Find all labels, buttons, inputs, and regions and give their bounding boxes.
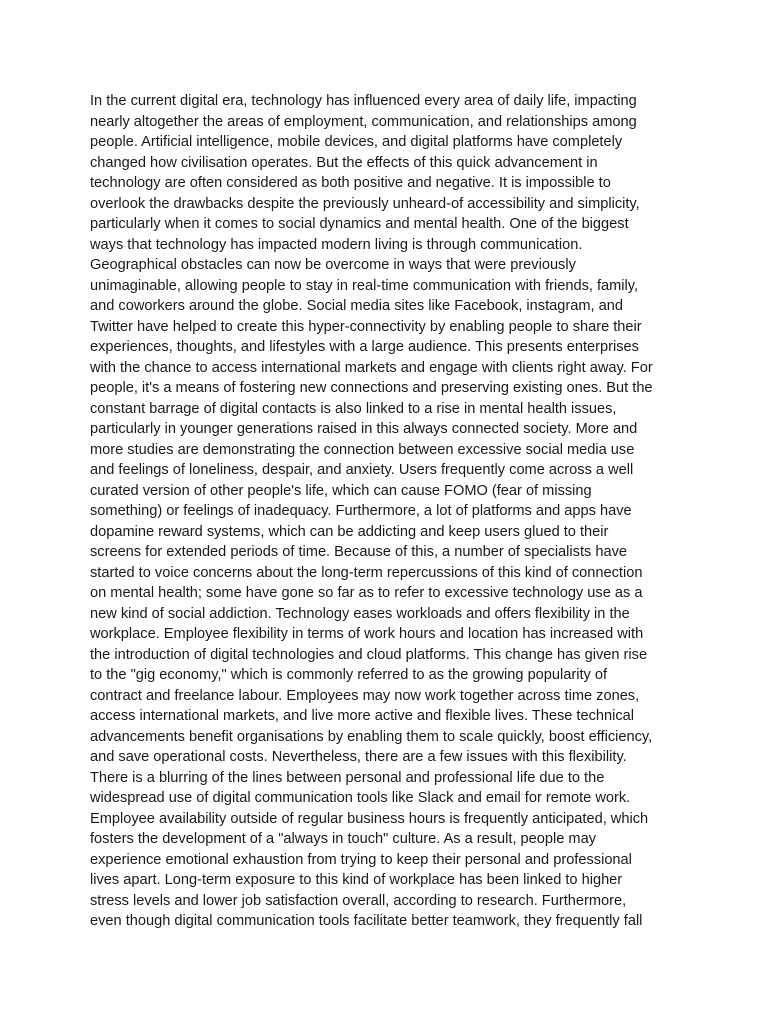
text-line: with the chance to access international markets and engage with clients right away. For (90, 359, 653, 376)
text-line: curated version of other people's life, which can cause FOMO (fear of missing (90, 482, 592, 499)
text-line: advancements benefit organisations by enabling them to scale quickly, boost efficiency, (90, 728, 653, 745)
text-line: unimaginable, allowing people to stay in real-time communication with friends, family, (90, 277, 639, 294)
text-line: constant barrage of digital contacts is also linked to a rise in mental health issues, (90, 400, 617, 417)
text-line: overlook the drawbacks despite the previously unheard-of accessibility and simplicity, (90, 195, 640, 212)
text-line: even though digital communication tools facilitate better teamwork, they frequently fall (90, 913, 643, 929)
text-line: widespread use of digital communication tools like Slack and email for remote work. (90, 790, 631, 806)
text-line: experience emotional exhaustion from trying to keep their personal and professional (90, 851, 632, 868)
text-line: to the "gig economy," which is commonly referred to as the growing popularity of (90, 667, 608, 683)
text-line: changed how civilisation operates. But the effects of this quick advancement in (90, 154, 598, 171)
text-line: lives apart. Long-term exposure to this kind of workplace has been linked to higher (90, 872, 623, 888)
text-line: Employee availability outside of regular business hours is frequently anticipated, which (90, 810, 649, 827)
text-line: people. Artificial intelligence, mobile devices, and digital platforms have completely (90, 134, 623, 150)
text-line: access international markets, and live more active and flexible lives. These technical (90, 708, 635, 724)
text-line: new kind of social addiction. Technology eases workloads and offers flexibility in the (90, 605, 630, 622)
text-line: on mental health; some have gone so far as to refer to excessive technology use as a (90, 585, 643, 601)
text-line: contract and freelance labour. Employees may now work together across time zones, (90, 687, 640, 704)
text-line: something) or feelings of inadequacy. Furthermore, a lot of platforms and apps have (90, 503, 632, 519)
text-line: In the current digital era, technology has influenced every area of daily life, impacting (90, 93, 637, 109)
text-line: particularly when it comes to social dynamics and mental health. One of the biggest (90, 216, 629, 232)
text-line: people, it's a means of fostering new connections and preserving existing ones. But the (90, 380, 653, 396)
text-line: started to voice concerns about the long-term repercussions of this kind of connection (90, 564, 643, 581)
text-line: nearly altogether the areas of employment, communication, and relationships among (90, 113, 637, 130)
text-line: particularly in younger generations raised in this always connected society. More and (90, 421, 638, 437)
text-line: screens for extended periods of time. Because of this, a number of specialists have (90, 544, 628, 560)
text-line: experiences, thoughts, and lifestyles with a large audience. This presents enterprises (90, 339, 639, 355)
text-line: technology are often considered as both positive and negative. It is impossible to (90, 175, 611, 191)
text-line: There is a blurring of the lines between personal and professional life due to the (90, 769, 605, 786)
text-line: more studies are demonstrating the connection between excessive social media use (90, 441, 635, 458)
text-line: ways that technology has impacted modern living is through communication. (90, 236, 583, 253)
text-line: stress levels and lower job satisfaction overall, according to research. Furthermore, (90, 892, 627, 909)
text-line: and feelings of loneliness, despair, and anxiety. Users frequently come across a well (90, 462, 634, 478)
text-line: and save operational costs. Nevertheless, there are a few issues with this flexibility. (90, 749, 627, 765)
text-line: fosters the development of a "always in touch" culture. As a result, people may (90, 831, 597, 847)
text-line: Twitter have helped to create this hyper-connectivity by enabling people to share their (90, 318, 642, 335)
text-line: Geographical obstacles can now be overcome in ways that were previously (90, 257, 576, 273)
text-line: dopamine reward systems, which can be addicting and keep users glued to their (90, 523, 609, 540)
body-paragraph (90, 91, 672, 932)
text-line: workplace. Employee flexibility in terms of work hours and location has increased with (90, 626, 644, 642)
text-line: and coworkers around the globe. Social media sites like Facebook, instagram, and (90, 298, 623, 314)
text-line: the introduction of digital technologies and cloud platforms. This change has given rise (90, 646, 648, 663)
